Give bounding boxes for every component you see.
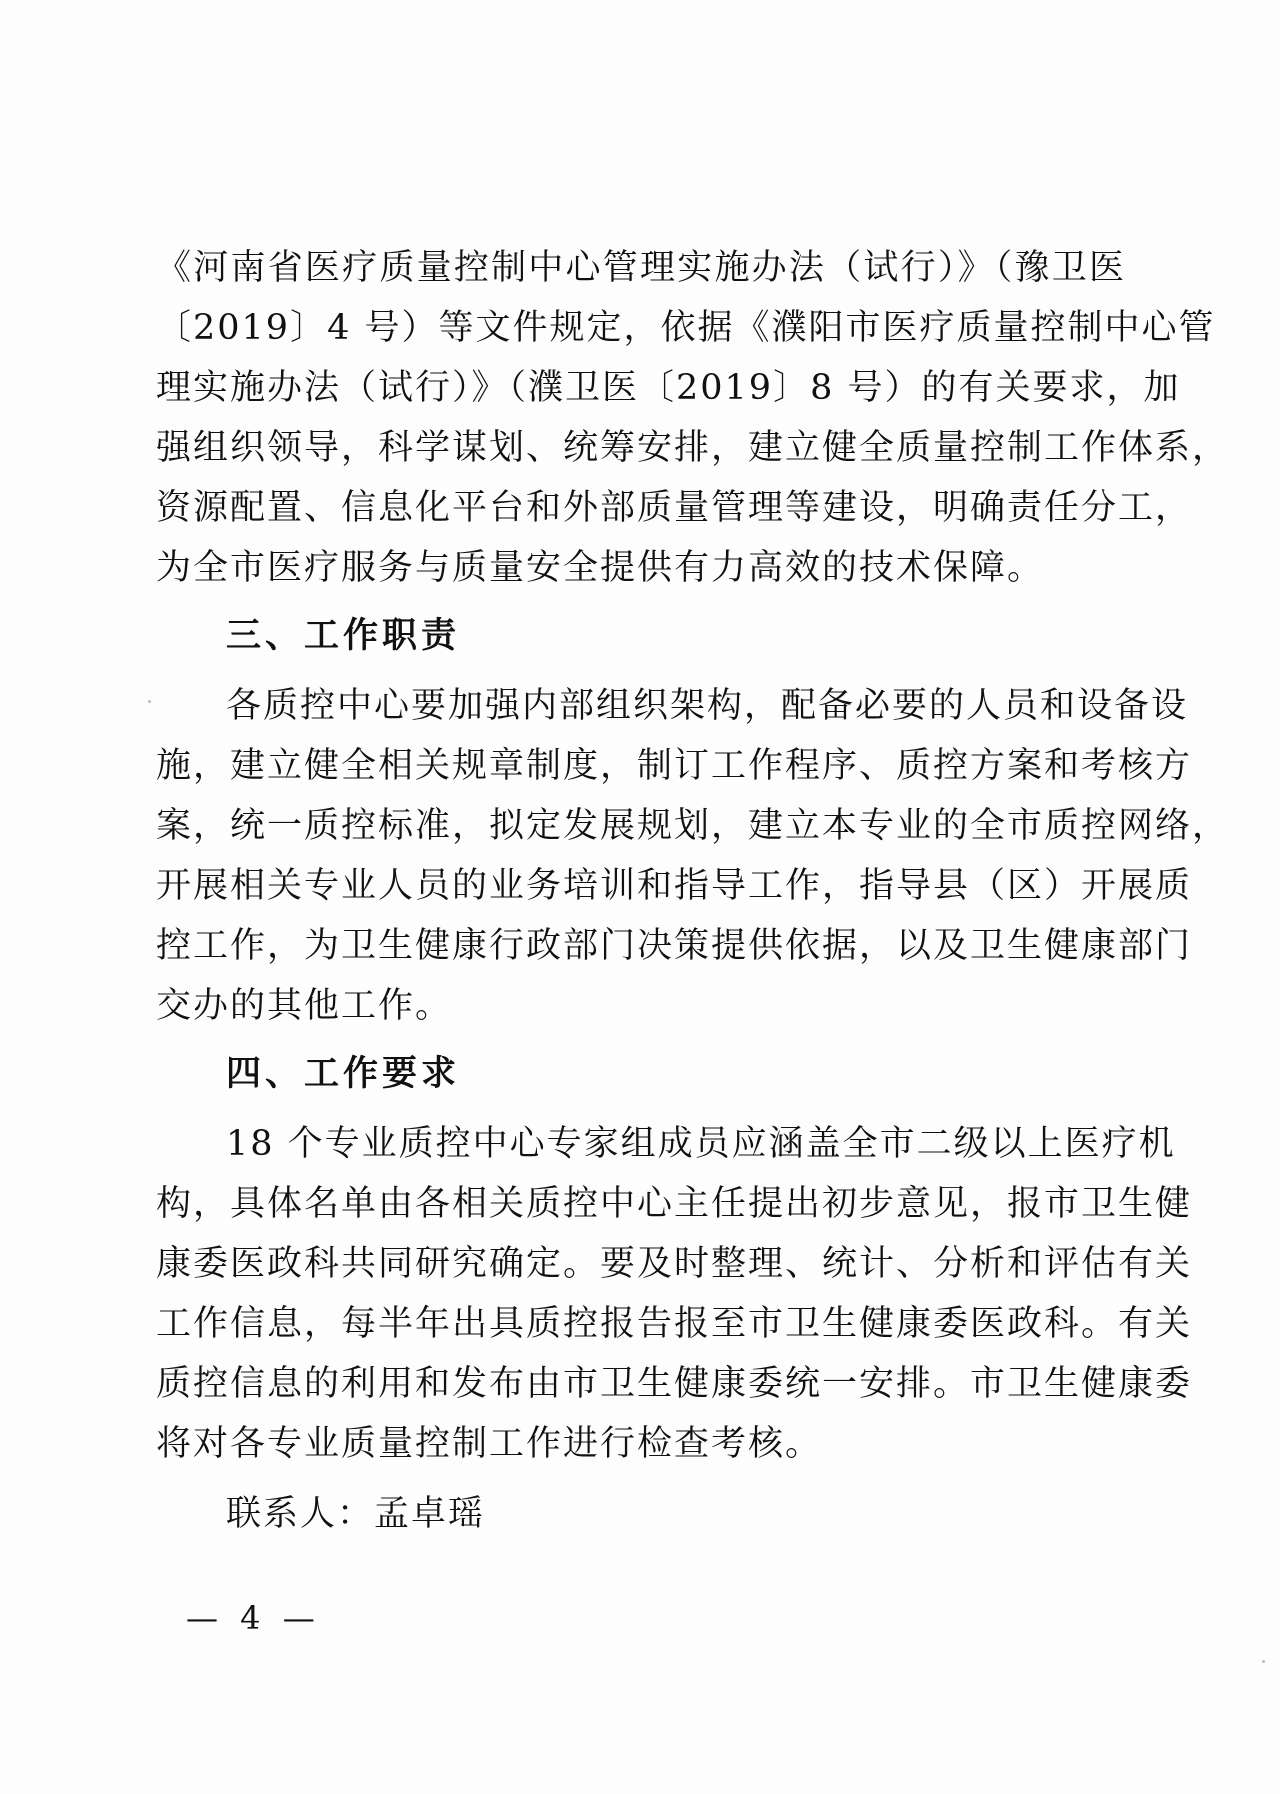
scan-speck	[148, 700, 151, 703]
paragraph-1-line-5: 资源配置、信息化平台和外部质量管理等建设，明确责任分工，	[156, 488, 1193, 528]
section-4-heading: 四、工作要求	[226, 1053, 461, 1094]
scan-speck	[1262, 1660, 1265, 1663]
paragraph-1-line-6: 为全市医疗服务与质量安全提供有力高效的技术保障。	[156, 548, 1045, 588]
paragraph-1-line-2: 〔2019〕4 号）等文件规定，依据《濮阳市医疗质量控制中心管	[156, 308, 1216, 348]
contact-person: 联系人：孟卓瑶	[226, 1494, 486, 1534]
page-number: — 4 —	[186, 1599, 321, 1637]
section-4-line-4: 工作信息，每半年出具质控报告报至市卫生健康委医政科。有关	[156, 1304, 1193, 1344]
paragraph-1-line-4: 强组织领导，科学谋划、统筹安排，建立健全质量控制工作体系，	[156, 428, 1230, 468]
paragraph-1-line-3: 理实施办法（试行）》（濮卫医〔2019〕8 号）的有关要求，加	[156, 368, 1181, 408]
section-3-line-2: 施，建立健全相关规章制度，制订工作程序、质控方案和考核方	[156, 746, 1193, 786]
section-3-line-5: 控工作，为卫生健康行政部门决策提供依据，以及卫生健康部门	[156, 926, 1193, 966]
section-3-heading: 三、工作职责	[226, 615, 461, 656]
section-3-line-1: 各质控中心要加强内部组织架构，配备必要的人员和设备设	[226, 686, 1189, 726]
section-3-line-4: 开展相关专业人员的业务培训和指导工作，指导县（区）开展质	[156, 866, 1193, 906]
section-4-line-5: 质控信息的利用和发布由市卫生健康委统一安排。市卫生健康委	[156, 1364, 1193, 1404]
section-3-line-6: 交办的其他工作。	[156, 986, 453, 1026]
paragraph-1-line-1: 《河南省医疗质量控制中心管理实施办法（试行）》（豫卫医	[156, 248, 1126, 288]
section-4-line-1: 18 个专业质控中心专家组成员应涵盖全市二级以上医疗机	[226, 1124, 1176, 1164]
section-4-line-6: 将对各专业质量控制工作进行检查考核。	[156, 1424, 823, 1464]
section-4-line-3: 康委医政科共同研究确定。要及时整理、统计、分析和评估有关	[156, 1244, 1193, 1284]
section-4-line-2: 构，具体名单由各相关质控中心主任提出初步意见，报市卫生健	[156, 1184, 1193, 1224]
section-3-line-3: 案，统一质控标准，拟定发展规划，建立本专业的全市质控网络，	[156, 806, 1230, 846]
